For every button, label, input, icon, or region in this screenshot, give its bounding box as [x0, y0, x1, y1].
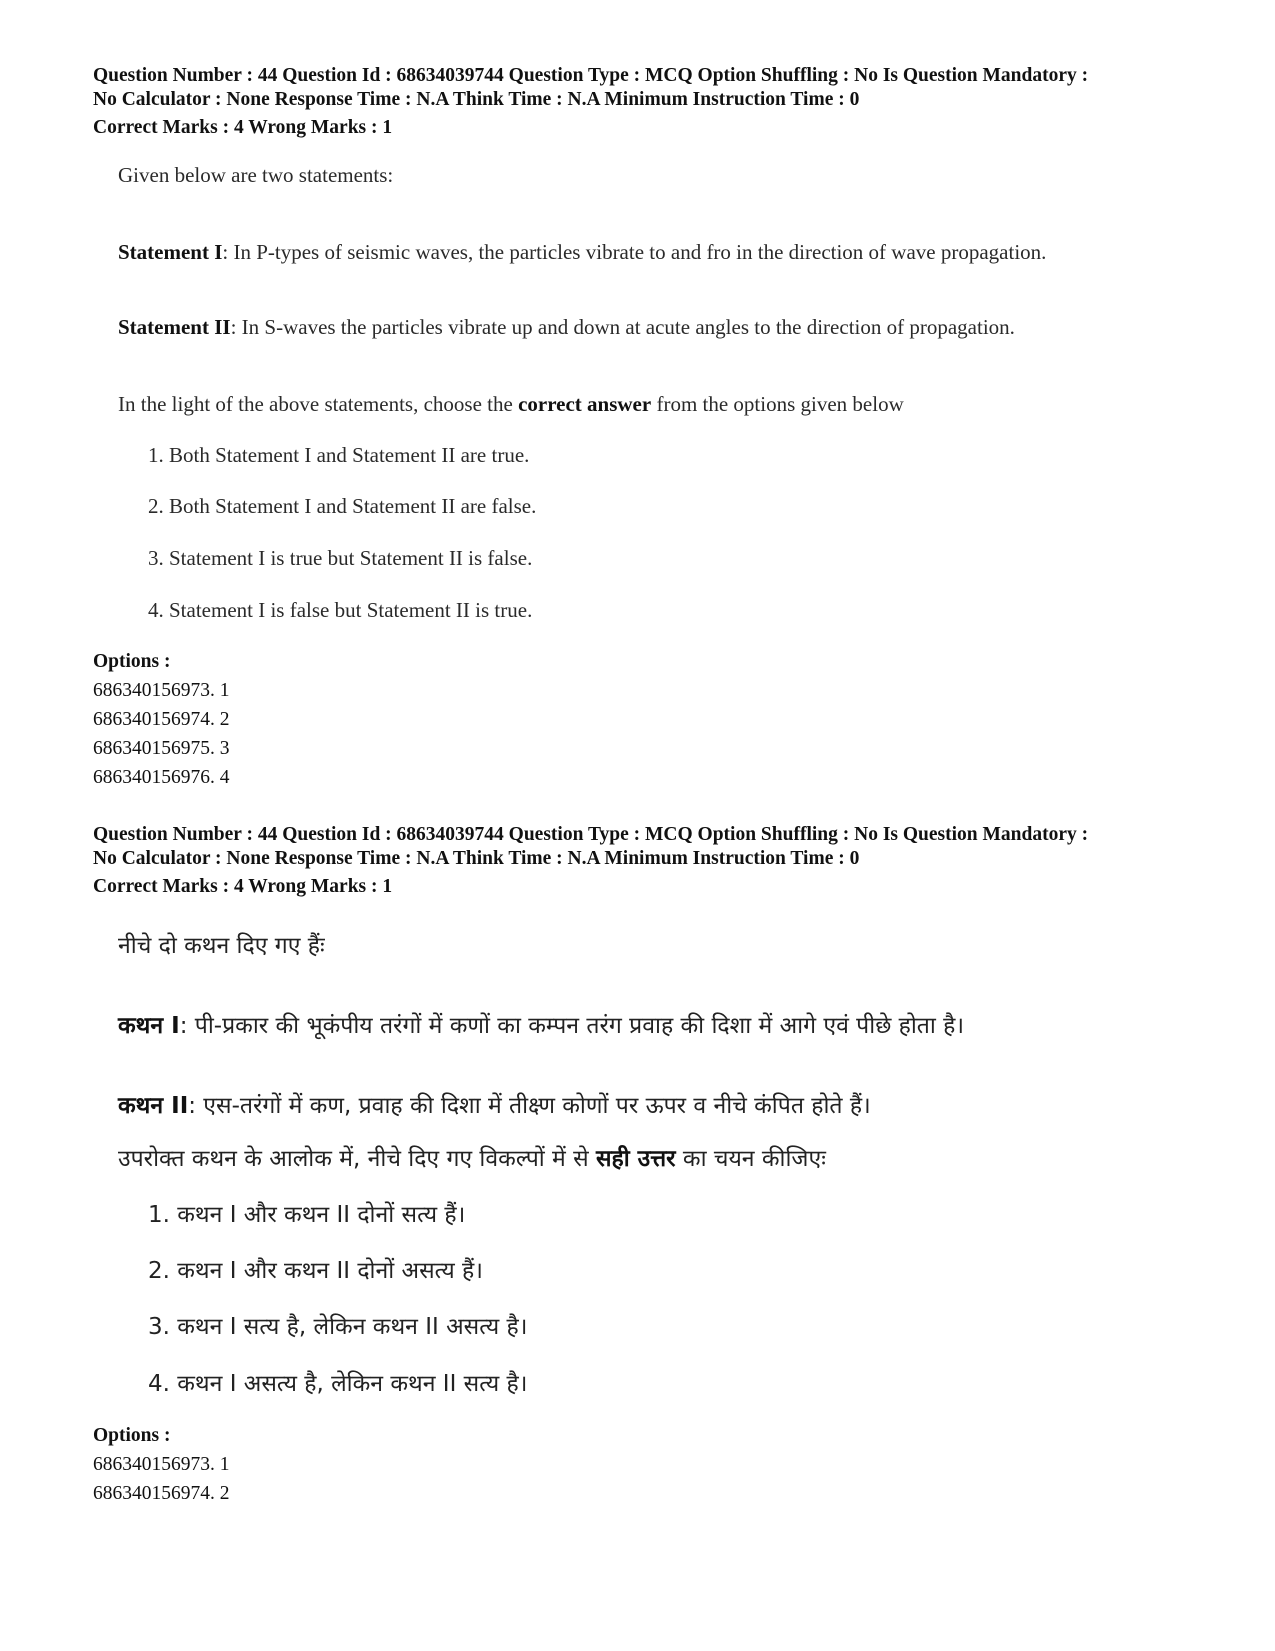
prompt-bold: सही उत्तर: [595, 1146, 676, 1172]
choice-3: 3. कथन I सत्य है, लेकिन कथन II असत्य है।: [148, 1314, 528, 1340]
options-heading: Options :: [93, 1425, 171, 1446]
option-item: 686340156974. 2: [93, 709, 230, 730]
prompt-after: का चयन कीजिएः: [675, 1146, 826, 1172]
meta-line-1: Question Number : 44 Question Id : 68634039744 Question Type : MCQ Option Shuffling : No Is Question Mandatory :: [93, 65, 1089, 86]
statement-1-text: : पी-प्रकार की भूकंपीय तरंगों में कणों का कम्पन तरंग प्रवाह की दिशा में आगे एवं पीछे होता है।: [179, 1013, 965, 1039]
meta-line-2: No Calculator : None Response Time : N.A Think Time : N.A Minimum Instruction Time : 0: [93, 848, 860, 869]
marks-line: Correct Marks : 4 Wrong Marks : 1: [93, 117, 393, 138]
statement-1: [118, 1008, 964, 1040]
choice-2: 2. Both Statement I and Statement II are false.: [148, 494, 537, 518]
options-list-1: [93, 647, 230, 792]
option-item: 686340156973. 1: [93, 1454, 230, 1475]
option-item: 686340156976. 4: [93, 767, 230, 788]
meta-line-1: Question Number : 44 Question Id : 68634039744 Question Type : MCQ Option Shuffling : No Is Question Mandatory :: [93, 824, 1089, 845]
statement-1-text: : In P-types of seismic waves, the particles vibrate to and fro in the direction of wave propagation.: [222, 240, 1047, 264]
question-intro: Given below are two statements:: [118, 163, 394, 187]
choice-2: 2. कथन I और कथन II दोनों असत्य हैं।: [148, 1258, 483, 1284]
choice-1: 1. कथन I और कथन II दोनों सत्य हैं।: [148, 1202, 466, 1228]
statement-2-label: कथन II: [118, 1093, 189, 1119]
option-item: 686340156974. 2: [93, 1483, 230, 1504]
statement-2-label: Statement II: [118, 315, 231, 339]
options-list-2: [93, 1421, 230, 1508]
statement-1: [118, 240, 1046, 265]
statement-1-label: कथन I: [118, 1013, 180, 1039]
choice-3: 3. Statement I is true but Statement II is false.: [148, 546, 533, 570]
statement-1-label: Statement I: [118, 240, 223, 264]
question-prompt: [118, 392, 904, 417]
statement-2-text: : एस-तरंगों में कण, प्रवाह की दिशा में तीक्ष्ण कोणों पर ऊपर व नीचे कंपित होते हैं।: [188, 1093, 871, 1119]
statement-2-text: : In S-waves the particles vibrate up and down at acute angles to the direction of propagation.: [230, 315, 1015, 339]
question-prompt: [118, 1141, 826, 1173]
question-meta-1: [93, 64, 1203, 140]
prompt-after: from the options given below: [651, 392, 904, 416]
statement-2: [118, 315, 1015, 340]
choice-4: 4. कथन I असत्य है, लेकिन कथन II सत्य है।: [148, 1371, 528, 1397]
meta-line-2: No Calculator : None Response Time : N.A Think Time : N.A Minimum Instruction Time : 0: [93, 89, 860, 110]
prompt-before: In the light of the above statements, choose the: [118, 392, 519, 416]
question-meta-2: [93, 823, 1203, 899]
choice-1: 1. Both Statement I and Statement II are true.: [148, 443, 530, 467]
options-heading: Options :: [93, 651, 171, 672]
choice-4: 4. Statement I is false but Statement II is true.: [148, 598, 533, 622]
marks-line: Correct Marks : 4 Wrong Marks : 1: [93, 876, 393, 897]
option-item: 686340156973. 1: [93, 680, 230, 701]
prompt-bold: correct answer: [518, 392, 652, 416]
prompt-before: उपरोक्त कथन के आलोक में, नीचे दिए गए विकल्पों में से: [118, 1146, 596, 1172]
statement-2: [118, 1088, 871, 1120]
question-intro: नीचे दो कथन दिए गए हैंः: [118, 933, 325, 959]
option-item: 686340156975. 3: [93, 738, 230, 759]
